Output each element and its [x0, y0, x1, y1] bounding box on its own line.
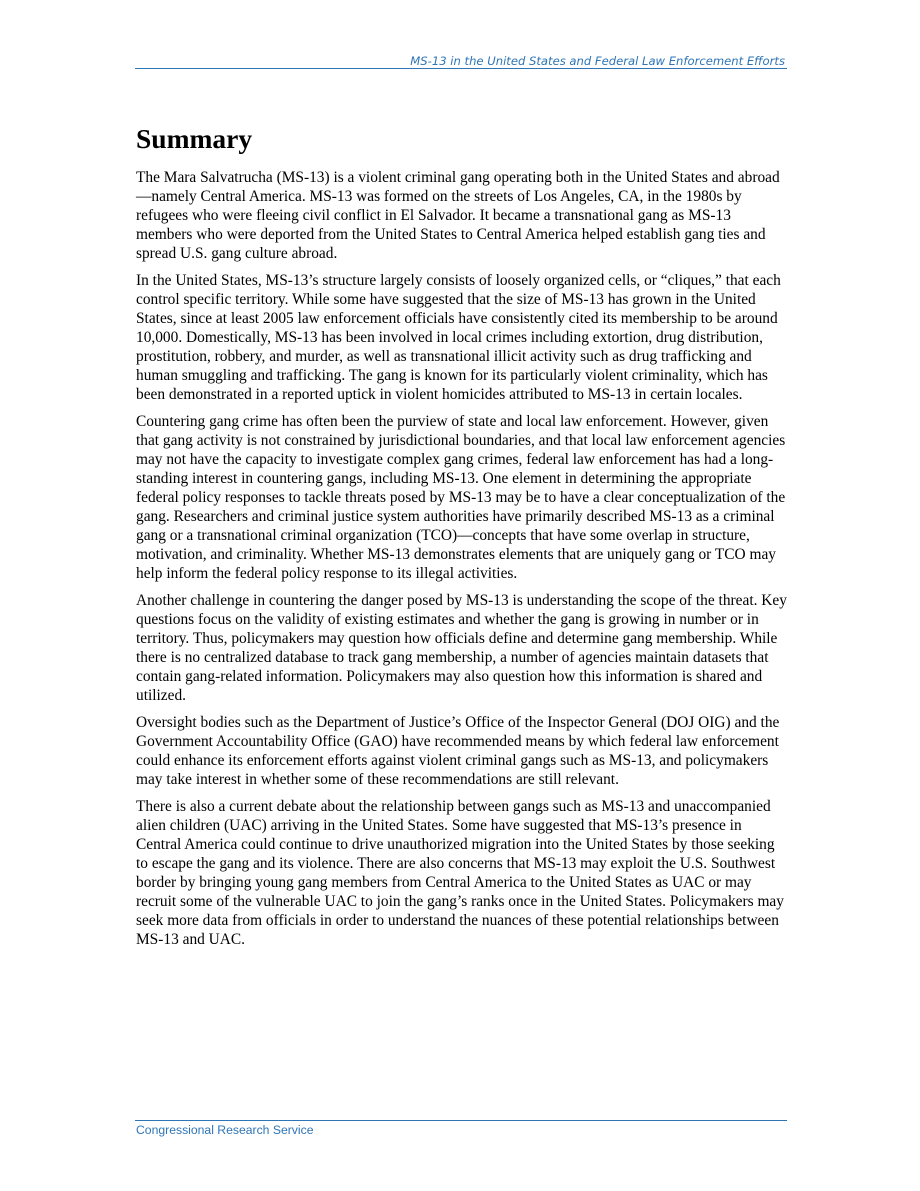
paragraph-5: Oversight bodies such as the Department of Justice’s Office of the Inspector General (DOJ OIG) and the Government Accountability Office (GAO) have recommended means by which federal law enforcement could enhance its enforcement efforts against violent criminal gangs such as MS-13, and policymakers may take interest in whether some of these recommendations are still relevant. — [136, 714, 780, 788]
paragraph-1: The Mara Salvatrucha (MS-13) is a violent criminal gang operating both in the United States and abroad—namely Central America. MS-13 was formed on the streets of Los Angeles, CA, in the 1980s by refugees who were fleeing civil conflict in El Salvador. It became a transnational gang as MS-13 members who were deported from the United States to Central America helped establish gang ties and spread U.S. gang culture abroad. — [136, 169, 780, 262]
footer-organization: Congressional Research Service — [136, 1123, 314, 1137]
summary-body — [136, 168, 788, 957]
footer-divider — [135, 1120, 787, 1121]
running-header: MS-13 in the United States and Federal Law Enforcement Efforts — [410, 54, 785, 68]
page-title: Summary — [136, 123, 253, 154]
paragraph-2: In the United States, MS-13’s structure largely consists of loosely organized cells, or “cliques,” that each control specific territory. While some have suggested that the size of MS-13 has grown in the United States, since at least 2005 law enforcement officials have consistently cited its membership to be around 10,000. Domestically, MS-13 has been involved in local crimes including extortion, drug distribution, prostitution, robbery, and murder, as well as transnational illicit activity such as drug trafficking and human smuggling and trafficking. The gang is known for its particularly violent criminality, which has been demonstrated in a reported uptick in violent homicides attributed to MS-13 in certain locales. — [136, 272, 781, 403]
paragraph-3: Countering gang crime has often been the purview of state and local law enforcement. However, given that gang activity is not constrained by jurisdictional boundaries, and that local law enforcement agencies may not have the capacity to investigate complex gang crimes, federal law enforcement has had a long-standing interest in countering gangs, including MS-13. One element in determining the appropriate federal policy responses to tackle threats posed by MS-13 may be to have a clear conceptualization of the gang. Researchers and criminal justice system authorities have primarily described MS-13 as a criminal gang or a transnational criminal organization (TCO)—concepts that have some overlap in structure, motivation, and criminality. Whether MS-13 demonstrates elements that are uniquely gang or TCO may help inform the federal policy response to its illegal activities. — [136, 413, 786, 582]
header-divider — [135, 68, 787, 69]
paragraph-6: There is also a current debate about the relationship between gangs such as MS-13 and unaccompanied alien children (UAC) arriving in the United States. Some have suggested that MS-13’s presence in Central America could continue to drive unauthorized migration into the United States by those seeking to escape the gang and its violence. There are also concerns that MS-13 may exploit the U.S. Southwest border by bringing young gang members from Central America to the United States as UAC or may recruit some of the vulnerable UAC to join the gang’s ranks once in the United States. Policymakers may seek more data from officials in order to understand the nuances of these potential relationships between MS-13 and UAC. — [136, 798, 784, 948]
paragraph-4: Another challenge in countering the danger posed by MS-13 is understanding the scope of the threat. Key questions focus on the validity of existing estimates and whether the gang is growing in number or in territory. Thus, policymakers may question how officials define and determine gang membership. While there is no centralized database to track gang membership, a number of agencies maintain datasets that contain gang-related information. Policymakers may also question how this information is shared and utilized. — [136, 592, 787, 704]
